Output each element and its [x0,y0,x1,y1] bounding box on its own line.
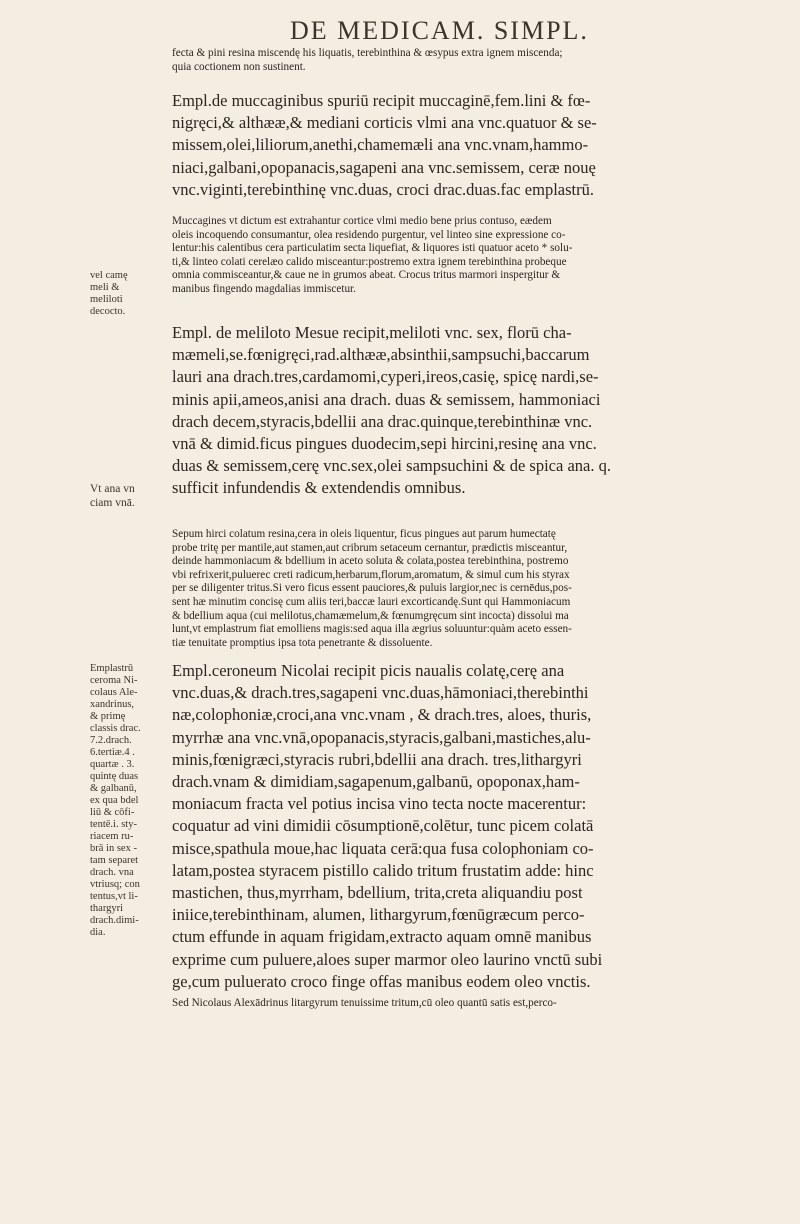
text-line: coquatur ad vini dimidii cōsumptionē,colētur, tunc picem colatā [172,816,594,836]
text-line: vnc.duas,& drach.tres,sagapeni vnc.duas,hāmoniaci,therebinthi [172,683,589,703]
text-line: vbi refrixerit,puluerес creti radicum,herbarum,florum,aromatum, & simul cum his styrax [172,568,570,581]
margin-line: tentus,vt li- [90,891,138,902]
text-line: mastichen, thus,myrrham, bdellium, trita,creta aliquandiu post [172,883,583,903]
text-line: fecta & pini resina miscendę his liquatis, terebinthina & œsypus extra ignem miscenda; [172,47,563,59]
text-line: omnia commisceantur,& caue ne in grumos abeat. Crocus tritus marmori inspergitur & [172,269,561,282]
margin-line: ceroma Ni- [90,675,138,686]
text-line: tiæ tenuitate promptius ipsa tota penetrante & dissoluente. [172,636,433,649]
text-line: lauri ana drach.tres,cardamomi,cyperi,ireos,casię, spicę nardi,se- [172,367,599,387]
text-line: lunt,vt emplastrum fiat emolliens magis:sed aqua illa ægrius soluuntur:quàm aceto essen- [172,623,572,636]
margin-note-camemeli [90,270,170,318]
margin-note-ana-unciam [90,482,170,510]
text-line: probe tritę per mantile,aut stamen,aut cribrum setaceum cernantur, prædictis misceantur, [172,541,568,554]
margin-line: brā in sex - [90,843,137,854]
note-muccagines [172,215,772,297]
text-line: næ,colophoniæ,croci,ana vnc.vnam , & drach.tres, aloes, thuris, [172,705,592,725]
margin-line: & primę [90,711,126,722]
margin-line: & galbanū, [90,783,137,794]
margin-line: decocto. [90,306,126,317]
text-line: ge,cum puluerato croco finge offas manibus eodem oleo vnctis. [172,971,591,991]
margin-line: vtriusq; con [90,879,140,890]
margin-line: xandrinus, [90,699,135,710]
margin-line: riacem ru- [90,831,134,842]
margin-line: quintę duas [90,771,139,782]
recipe-muccaginibus [172,90,772,201]
margin-line: tentē.i. sty- [90,819,137,830]
text-line: lentur:his calentibus cera particulatim secta liquefiat, & liquores isti quatuor aceto * solu- [172,242,573,255]
text-line: missem,olei,liliorum,anethi,chamemæli ana vnc.vnam,hammo- [172,135,589,155]
text-line: drach decem,styracis,bdellii ana drac.quinque,terebinthinæ vnc. [172,411,593,431]
text-line: myrrhæ ana vnc.vnā,opopanacis,styracis,galbani,mastiches,alu- [172,727,591,747]
text-line: ctum effunde in aquam frigidam,extracto aquam omnē manibus [172,927,592,947]
margin-line: meliloti [90,294,123,305]
text-line: nigręci,& althææ,& mediani corticis vlmi ana vnc.quatuor & se- [172,113,597,133]
text-line: deinde hammoniacum & bdellium in aceto soluta & colata,postea terebinthina, postremo [172,555,569,568]
text-line: vnc.viginti,terebinthinę vnc.duas, croci drac.duas.fac emplastrū. [172,179,594,199]
margin-line: ex qua bdel [90,795,139,806]
text-line: Empl. de meliloto Mesue recipit,meliloti vnc. sex, florū cha- [172,323,572,342]
text-line: moniacum fracta vel potius incisa vino tecta nocte macerentur: [172,794,587,814]
text-line: exprime cum puluere,aloes super marmor oleo laurino vnctū subi [172,949,603,969]
text-line: latam,postea styracem pistillo calido tritum frustatim adde: hinc [172,860,594,880]
note-opening [172,47,772,74]
text-line: Muccagines vt dictum est extrahantur cortice vlmi medio bene prius contuso, eædem [172,215,552,227]
margin-line: Vt ana vn [90,483,135,495]
margin-line: thargyri [90,903,124,914]
text-line: oleis incoquendo consumantur, olea residendo purgentur, vel linteo sine expressione co- [172,228,566,241]
text-line: iniice,terebinthinam, alumen, lithargyrum,fœnūgræcum perco- [172,905,585,925]
text-line: & bdellium aqua (cui melilotus,chamæmelum,& fœnumgręcum sint incocta) dissolui ma [172,609,569,622]
margin-line: classis drac. [90,723,141,734]
text-line: Sed Nicolaus Alexādrinus litargyrum tenuissime tritum,cū oleo quantū satis est,perco- [172,997,557,1009]
text-line: sent hæ minutim concisę cum aliis teri,baccæ lauri excorticandę.Sunt qui Hammoniacum [172,595,571,608]
recipe-meliloto [172,322,772,500]
text-line: minis,fœnigræci,styracis rubri,bdellii ana drach. tres,lithargyri [172,749,582,769]
margin-line: vel camę [90,270,128,281]
text-line: quia coctionem non sustinent. [172,60,306,73]
margin-line: drach.dimi- [90,915,139,926]
text-line: Sepum hirci colatum resina,cera in oleis liquentur, ficus pingues aut parum humectatę [172,528,556,540]
margin-line: Emplastrū [90,663,134,674]
text-line: Empl.ceroneum Nicolai recipit picis naualis colatę,cerę ana [172,661,565,680]
margin-line: liū & cōfi- [90,807,135,818]
margin-line: ciam vnā. [90,497,135,509]
note-nicolaus [172,997,772,1011]
text-line: Empl.de muccaginibus spuriū recipit muccaginē,fem.lini & fœ- [172,91,591,110]
text-line: duas & semissem,cerę vnc.sex,olei sampsuchini & de spica ana. q. [172,456,611,476]
note-sepum [172,528,772,650]
text-line: vnā & dimid.ficus pingues duodecim,sepi hircini,resinę ana vnc. [172,434,597,454]
text-line: manibus fingendo magdalias immiscetur. [172,282,356,295]
text-line: drach.vnam & dimidiam,sagapenum,galbanū, opoponax,ham- [172,772,580,792]
running-header: DE MEDICAM. SIMPL. [290,16,589,45]
text-line: sufficit infundendis & extendendis omnibus. [172,478,466,498]
text-line: minis apii,ameos,anisi ana drach. duas & semissem, hammoniaci [172,389,601,409]
margin-line: quartæ . 3. [90,759,135,770]
margin-line: dia. [90,927,106,938]
text-line: niaci,galbani,opopanacis,sagapeni ana vnc.semissem, ceræ nouę [172,157,596,177]
margin-line: drach. vna [90,867,134,878]
recipe-ceroneum [172,660,772,993]
margin-line: 7.2.drach. [90,735,132,746]
text-line: mæmeli,se.fœnigręci,rad.althææ,absinthii,sampsuchi,baccarum [172,345,590,365]
margin-line: meli & [90,282,120,293]
text-line: ti,& linteo colati cerelæo calido misceantur:postremo extra ignem terebinthina probeque [172,255,567,268]
margin-line: tam separet [90,855,139,866]
margin-note-emplastrum-ceroma [90,663,170,939]
text-line: per se diligenter tritus.Si vero ficus essent pauciores,& puluis largior,nec is cernēdus,pos- [172,582,572,595]
text-line: misce,spathula moue,hac liquata cerā:qua fusa colophoniam co- [172,838,594,858]
margin-line: 6.tertiæ.4 . [90,747,135,758]
margin-line: colaus Ale- [90,687,138,698]
